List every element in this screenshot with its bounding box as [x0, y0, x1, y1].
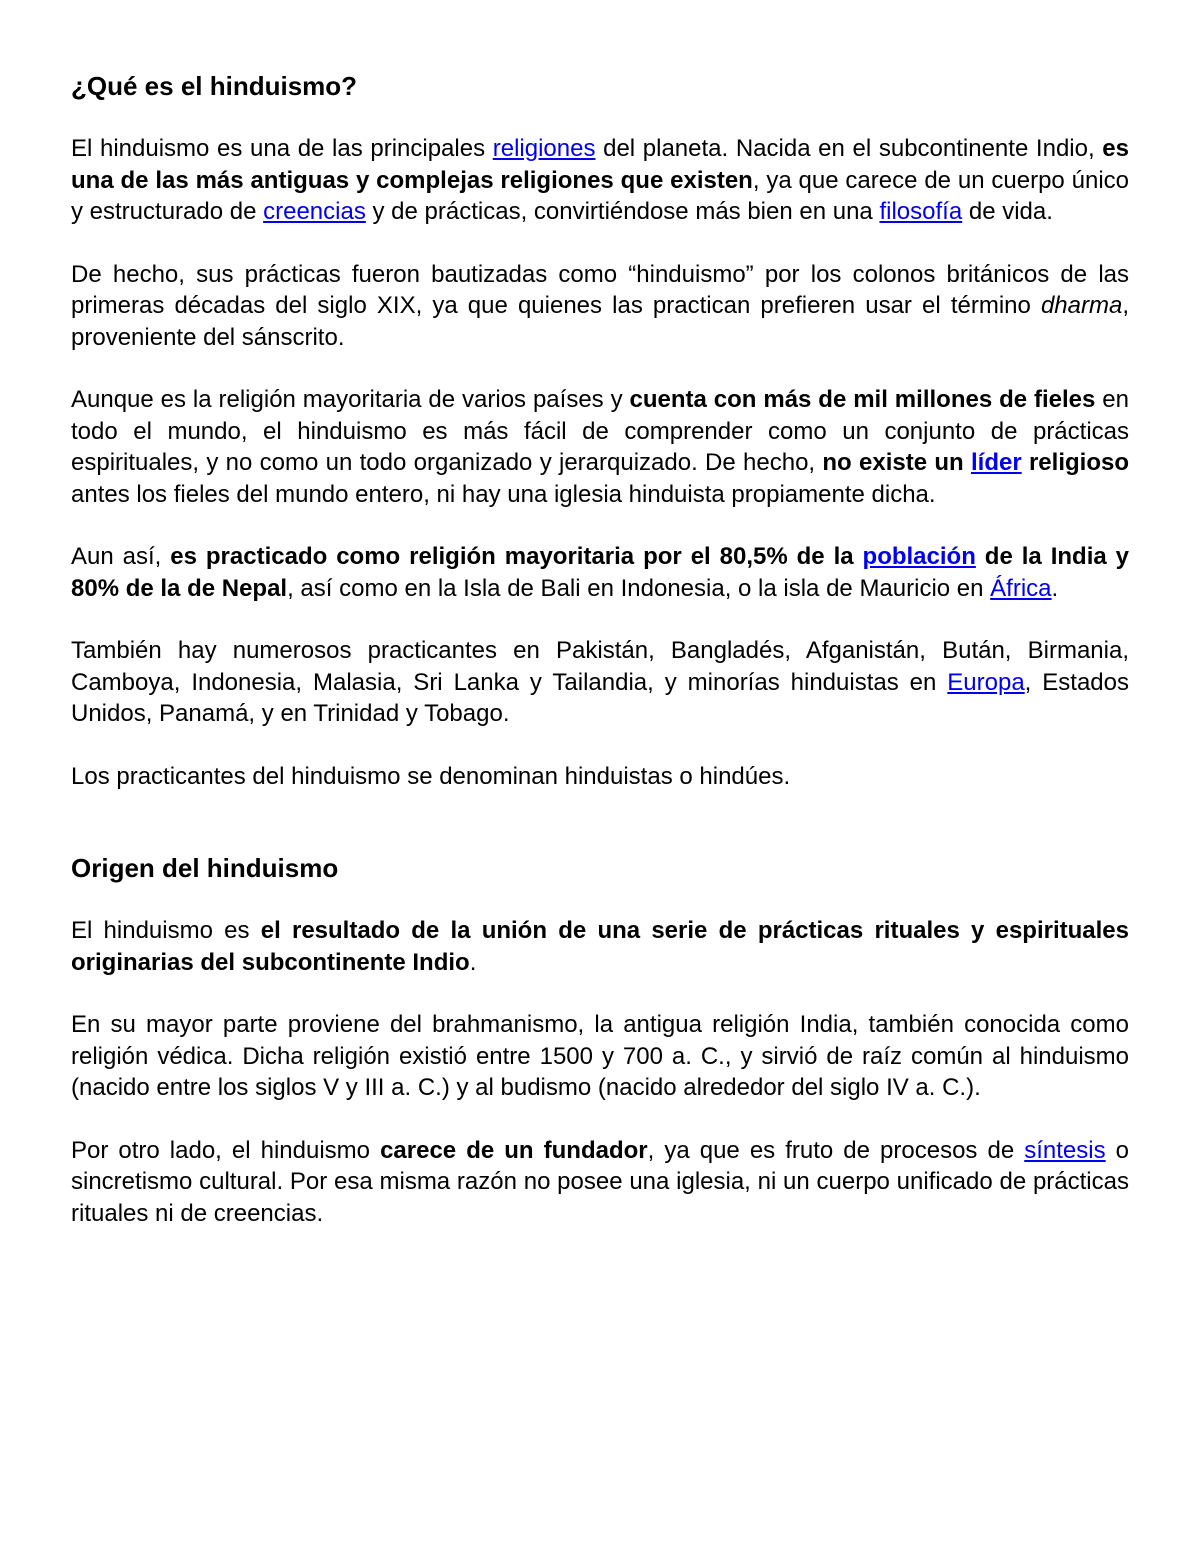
bold-text: carece de un fundador: [380, 1136, 648, 1164]
link-africa[interactable]: África: [990, 574, 1052, 602]
text: , proveniente del sánscrito.: [71, 292, 1129, 351]
link-europa[interactable]: Europa: [947, 668, 1025, 696]
link-lider[interactable]: líder: [970, 449, 1022, 476]
text: antes los fieles del mundo entero, ni hay una iglesia hinduista propiamente dicha.: [71, 480, 936, 508]
text: De hecho, sus prácticas fueron bautizadas como “hinduismo” por los colonos británicos de las primeras décadas del siglo XIX, ya que quienes las practican prefieren usar el término: [71, 260, 1129, 319]
text: .: [469, 948, 477, 976]
text: Aun así,: [71, 543, 171, 570]
paragraph-fieles: [71, 384, 1129, 510]
bold-text: cuenta con más de mil millones de fieles: [629, 386, 1096, 413]
link-filosofia[interactable]: filosofía: [879, 198, 963, 225]
text: del planeta. Nacida en el subcontinente Indio,: [595, 135, 1103, 162]
paragraph-practicantes: Los practicantes del hinduismo se denominan hinduistas o hindúes.: [71, 762, 791, 790]
text: El hinduismo es: [71, 917, 261, 944]
text: , ya que es fruto de procesos de: [647, 1136, 1025, 1164]
paragraph-paises: [71, 635, 1129, 730]
link-creencias[interactable]: creencias: [263, 198, 366, 225]
text: , Estados Unidos, Panamá, y en Trinidad y Tobago.: [71, 668, 1129, 727]
text: El hinduismo es una de las principales: [71, 135, 493, 162]
bold-text: religioso: [1021, 449, 1129, 476]
paragraph-poblacion: [71, 541, 1129, 604]
text: También hay numerosos practicantes en Pakistán, Bangladés, Afganistán, Bután, Birmania, Camboya, Indonesia, Malasia, Sri Lanka y Tailandia, y minorías hinduistas en: [71, 637, 1129, 696]
paragraph-fundador: [71, 1135, 1129, 1230]
bold-text: el resultado de la unión de una serie de prácticas rituales y espirituales originarias del subcontinente Indio: [71, 917, 1129, 976]
link-poblacion[interactable]: población: [862, 543, 976, 570]
text: en todo el mundo, el hinduismo es más fácil de comprender como un conjunto de prácticas espirituales, y no como un todo organizado y jerarquizado. De hecho,: [71, 386, 1129, 476]
text: o sincretismo cultural. Por esa misma razón no posee una iglesia, ni un cuerpo unificado de prácticas rituales ni de creencias.: [71, 1136, 1130, 1227]
bold-text: de la India y 80% de la de Nepal: [71, 543, 1129, 602]
text: .: [1051, 574, 1059, 602]
link-religiones[interactable]: religiones: [492, 135, 596, 162]
text: Por otro lado, el hinduismo: [71, 1136, 381, 1164]
bold-text: es practicado como religión mayoritaria por el 80,5% de la: [170, 543, 863, 570]
paragraph-dharma: [71, 259, 1129, 354]
text: , ya que carece de un cuerpo único y estructurado de: [71, 166, 1129, 225]
paragraph-origen: [71, 915, 1129, 978]
bold-text: no existe un: [822, 449, 971, 476]
italic-text: dharma: [1040, 292, 1123, 319]
bold-text: es una de las más antiguas y complejas religiones que existen: [71, 135, 1129, 194]
paragraph-brahmanismo: En su mayor parte proviene del brahmanismo, la antigua religión India, también conocida como religión védica. Dicha religión existió entre 1500 y 700 a. C., y sirvió de raíz común al hinduismo (nacido entre los siglos V y III a. C.) y al budismo (nacido alrededor del siglo IV a. C.).: [71, 1011, 1129, 1101]
section-title-que-es: ¿Qué es el hinduismo?: [71, 71, 358, 101]
text: Aunque es la religión mayoritaria de varios países y: [71, 386, 630, 413]
text: de vida.: [962, 198, 1053, 225]
text: , así como en la Isla de Bali en Indonesia, o la isla de Mauricio en: [287, 574, 991, 602]
document-page: [71, 70, 1129, 1229]
link-sintesis[interactable]: síntesis: [1024, 1136, 1106, 1164]
paragraph-intro: [71, 133, 1129, 228]
text: y de prácticas, convirtiéndose más bien en una: [365, 198, 880, 225]
section-title-origen: Origen del hinduismo: [71, 853, 339, 883]
